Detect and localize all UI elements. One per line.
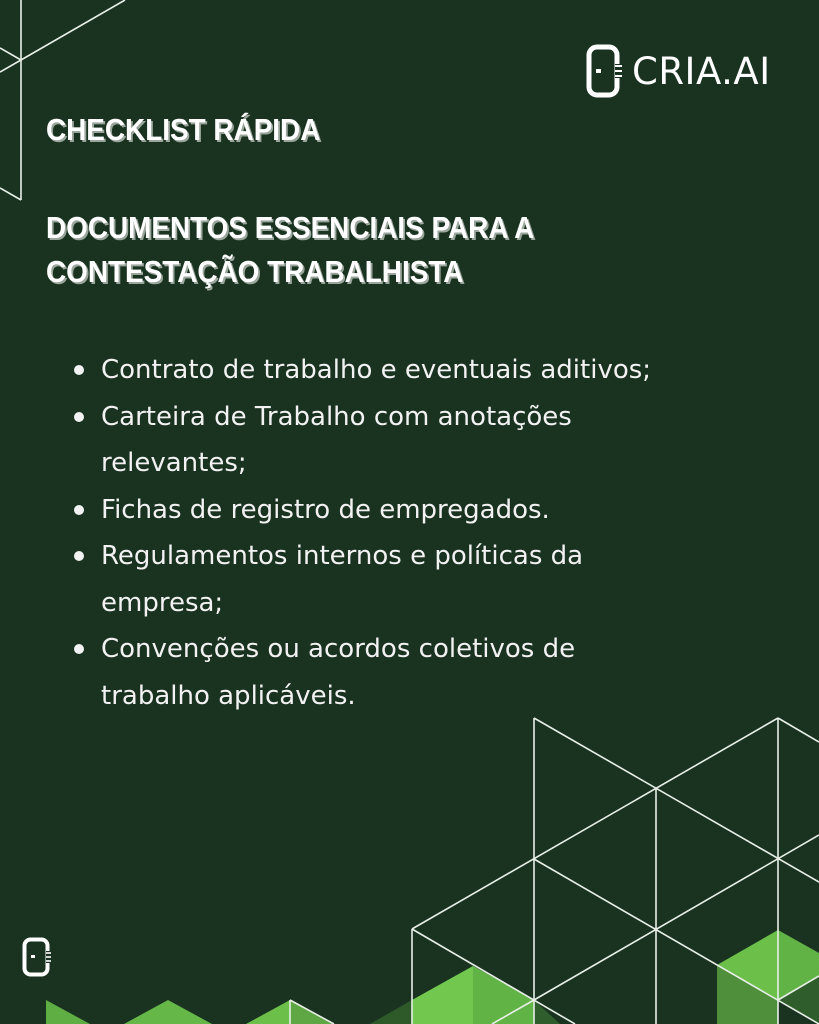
checklist-item: Regulamentos internos e políticas da empresa; — [72, 533, 672, 626]
brand-name: CRIA.AI — [632, 49, 771, 93]
cria-logo-icon — [586, 44, 622, 98]
checklist-item: Convenções ou acordos coletivos de trabalho aplicáveis. — [72, 626, 672, 719]
checklist-item: Contrato de trabalho e eventuais aditivos; — [72, 347, 672, 394]
title-line-2: CONTESTAÇÃO TRABALHISTA — [46, 254, 464, 289]
checklist-item: Carteira de Trabalho com anotações relevantes; — [72, 394, 672, 487]
green-facets — [46, 930, 819, 1024]
checklist-item: Fichas de registro de empregados. — [72, 487, 672, 534]
checklist — [72, 347, 672, 719]
title-line-1: DOCUMENTOS ESSENCIAIS PARA A — [46, 210, 535, 245]
small-logo-icon — [22, 937, 52, 977]
page-title — [46, 206, 534, 294]
brand-logo — [586, 44, 771, 98]
kicker-heading: CHECKLIST RÁPIDA — [46, 112, 321, 147]
